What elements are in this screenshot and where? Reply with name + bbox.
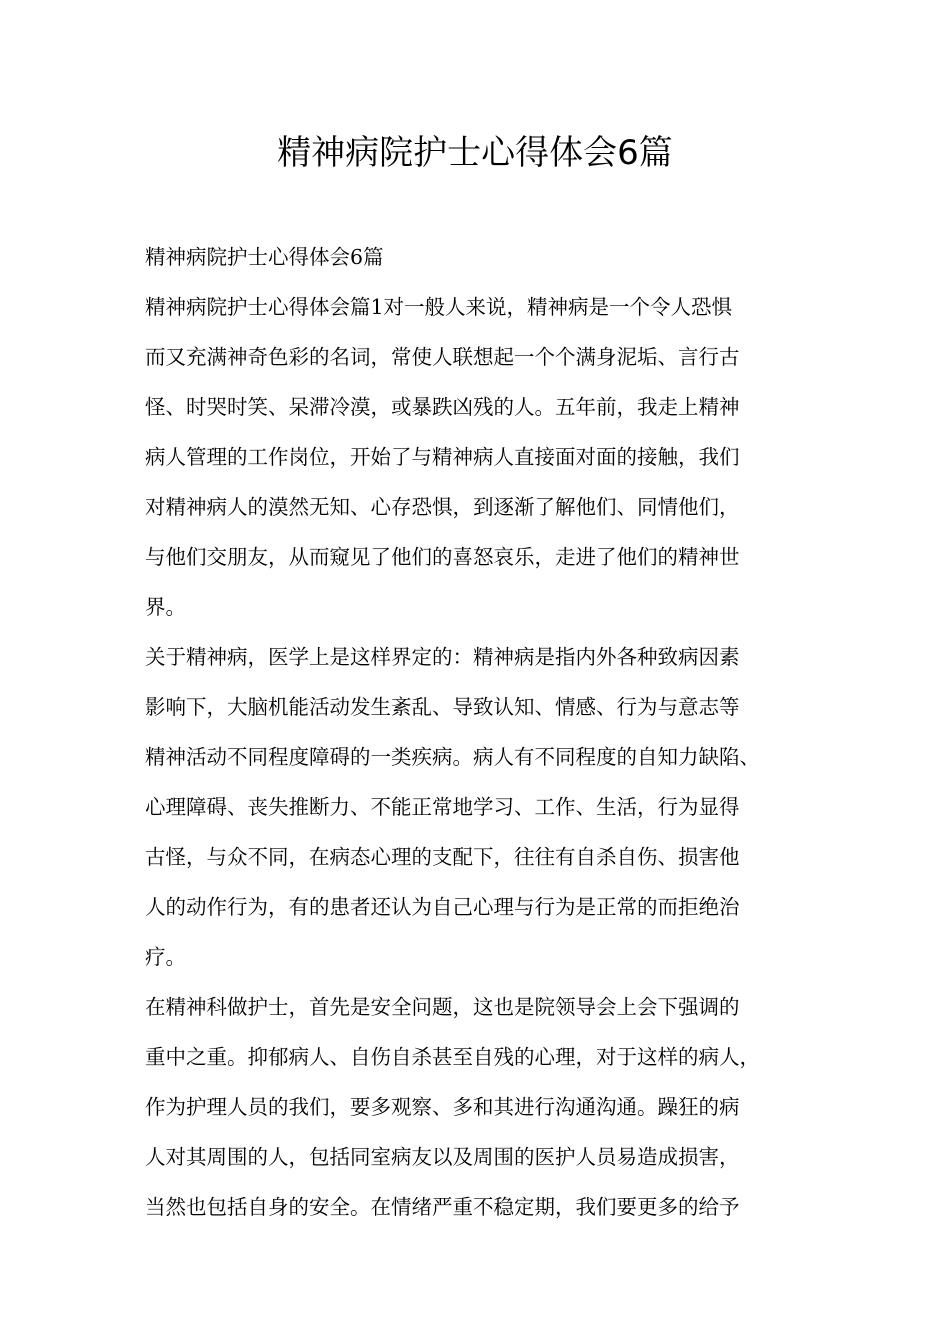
text-line: 精神病院护士心得体会6篇 bbox=[145, 245, 384, 269]
text-line: 作为护理人员的我们，要多观察、多和其进行沟通沟通。躁狂的病 bbox=[145, 1095, 740, 1119]
text-line: 疗。 bbox=[145, 945, 186, 969]
text-line: 关于精神病，医学上是这样界定的：精神病是指内外各种致病因素 bbox=[145, 645, 740, 669]
text-line: 当然也包括自身的安全。在情绪严重不稳定期，我们要更多的给予 bbox=[145, 1195, 740, 1219]
document-title: 精神病院护士心得体会6篇 bbox=[277, 133, 673, 173]
text-line: 古怪，与众不同，在病态心理的支配下，往往有自杀自伤、损害他 bbox=[145, 845, 740, 869]
text-line: 界。 bbox=[145, 595, 186, 619]
text-line: 人对其周围的人，包括同室病友以及周围的医护人员易造成损害， bbox=[145, 1145, 740, 1169]
text-line: 病人管理的工作岗位，开始了与精神病人直接面对面的接触，我们 bbox=[145, 445, 740, 469]
text-line: 对精神病人的漠然无知、心存恐惧，到逐渐了解他们、同情他们， bbox=[145, 495, 740, 519]
text-line: 人的动作行为，有的患者还认为自己心理与行为是正常的而拒绝治 bbox=[145, 895, 740, 919]
text-line: 在精神科做护士，首先是安全问题，这也是院领导会上会下强调的 bbox=[145, 995, 740, 1019]
text-line: 心理障碍、丧失推断力、不能正常地学习、工作、生活，行为显得 bbox=[145, 795, 740, 819]
text-line: 与他们交朋友，从而窥见了他们的喜怒哀乐，走进了他们的精神世 bbox=[145, 545, 740, 569]
text-line: 精神病院护士心得体会篇1对一般人来说，精神病是一个令人恐惧 bbox=[145, 295, 733, 319]
text-line: 精神活动不同程度障碍的一类疾病。病人有不同程度的自知力缺陷、 bbox=[145, 745, 760, 769]
document-body bbox=[145, 232, 833, 1232]
text-line: 影响下，大脑机能活动发生紊乱、导致认知、情感、行为与意志等 bbox=[145, 695, 740, 719]
text-line: 怪、时哭时笑、呆滞冷漠，或暴跌凶残的人。五年前，我走上精神 bbox=[145, 395, 740, 419]
text-line: 重中之重。抑郁病人、自伤自杀甚至自残的心理，对于这样的病人， bbox=[145, 1045, 760, 1069]
text-line: 而又充满神奇色彩的名词，常使人联想起一个个满身泥垢、言行古 bbox=[145, 345, 740, 369]
